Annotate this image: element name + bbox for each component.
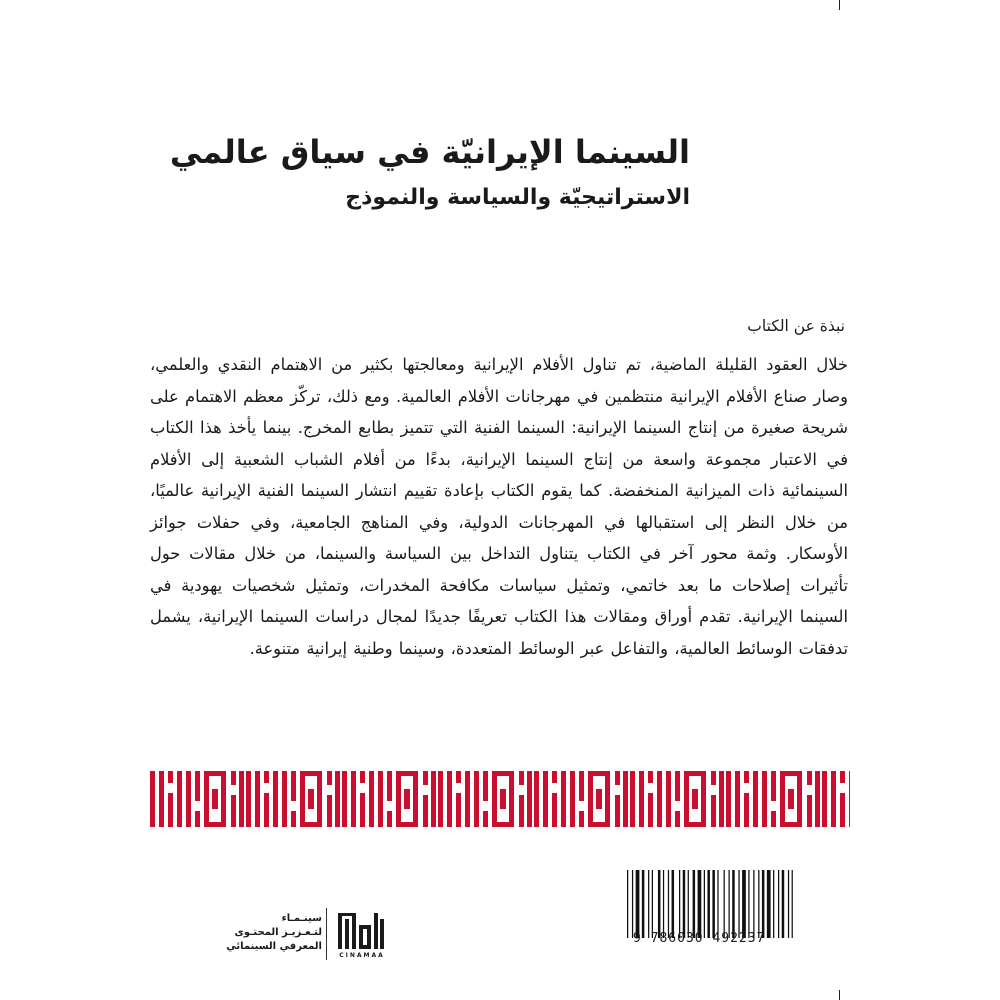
crop-mark-top [839,0,840,10]
book-title: السينما الإيرانيّة في سياق عالمي [169,133,690,171]
kufic-pattern-band [150,771,850,827]
crop-mark-bottom [839,990,840,1000]
cinamaa-wordmark: CINAMAA [339,952,385,959]
blurb-text: خلال العقود القليلة الماضية، تم تناول الأفلام الإيرانية ومعالجتها بكثير من الاهتمام النقدي والعلمي، وصار صناع الأفلام الإيرانية منتظمين في مهرجانات الأفلام العالمية. ومع ذلك، تركّز معظم الاهتمام على شريحة صغيرة من إنتاج السينما الإيرانية: السينما الفنية التي تتميز بطابع المخرج. بينما يأخذ هذا الكتاب في الاعتبار مجموعة واسعة من إنتاج السينما الإيرانية، بدءًا من أفلام الشباب الشعبية إلى الأفلام السينمائية ذات الميزانية المنخفضة. كما يقوم الكتاب بإعادة تقييم انتشار السينما الفنية الإيرانية عالميًا، من خلال النظر إلى استقبالها في المهرجانات الدولية، وفي المناهج الجامعية، وفي حفلات جوائز الأوسكار. وثمة محور آخر في الكتاب يتناول التداخل بين السياسة والسينما، من خلال مقالات حول تأثيرات إصلاحات ما بعد خاتمي، وتمثيل سياسات مكافحة المخدرات، وتمثيل شخصيات يهودية في السينما الإيرانية. تقدم أوراق ومقالات هذا الكتاب تعريفًا جديدًا لمجال دراسات السينما الإيرانية، يشمل تدفقات الوسائط العالمية، والتفاعل عبر الوسائط المتعددة، وسينما وطنية إيرانية متنوعة. [150,355,848,658]
isbn-number: 9 786030 492237 [633,931,766,946]
tagline-line-2: لتـعـزيـز المحتـوى [234,927,322,938]
blurb-heading: نبذة عن الكتاب [747,317,845,335]
publisher-tagline [226,912,322,954]
cinamaa-logo-icon [338,911,384,951]
isbn-barcode [627,870,847,938]
tagline-line-1: سينـمـاء [281,913,322,924]
book-subtitle: الاستراتيجيّة والسياسة والنموذج [345,185,690,210]
tagline-line-3: المعرفي السينمائي [226,941,322,952]
logo-divider [326,908,327,960]
